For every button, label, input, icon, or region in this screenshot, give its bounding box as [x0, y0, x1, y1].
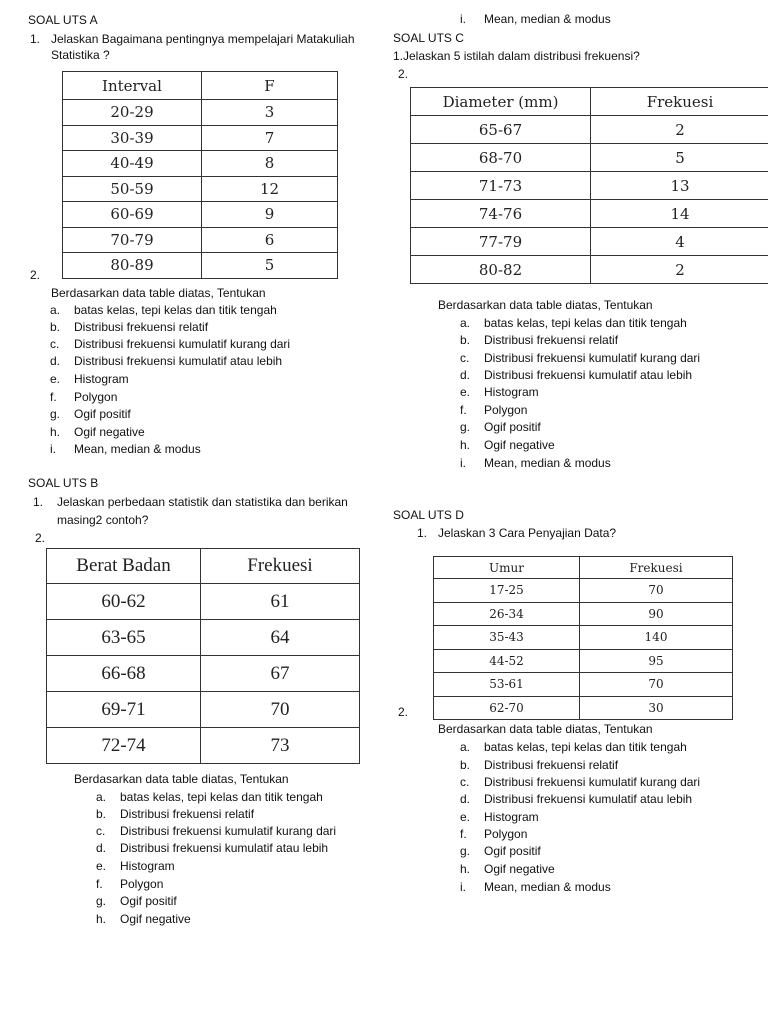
- table-cell-class: 60-62: [47, 584, 201, 620]
- table-cell-frequency: 14: [591, 200, 768, 228]
- task-item: [50, 371, 129, 387]
- task-item: [460, 843, 541, 859]
- table-cell-class: 53-61: [434, 673, 580, 697]
- task-item: [460, 332, 618, 348]
- table-cell-class: 50-59: [63, 176, 202, 202]
- task-text: Distribusi frekuensi relatif: [120, 807, 255, 821]
- task-item: [50, 389, 117, 405]
- table-cell-class: 44-52: [434, 649, 580, 673]
- task-marker: h.: [50, 425, 61, 439]
- heading-soal-c: SOAL UTS C: [393, 31, 464, 45]
- table-row: [411, 228, 768, 256]
- task-marker: i.: [460, 456, 466, 470]
- table-cell-frequency: 7: [202, 125, 338, 151]
- table-cell-frequency: 64: [201, 620, 360, 656]
- task-text: Histogram: [74, 372, 129, 386]
- table-row: [63, 100, 338, 126]
- table-cell-frequency: 9: [202, 202, 338, 228]
- task-marker: e.: [460, 385, 471, 399]
- task-marker: h.: [460, 862, 471, 876]
- task-item: [96, 823, 336, 839]
- task-text: batas kelas, tepi kelas dan titik tengah: [120, 790, 323, 804]
- task-item: [50, 336, 290, 352]
- task-item: [460, 11, 611, 27]
- table-cell-frequency: 90: [580, 602, 733, 626]
- c-instruction: Berdasarkan data table diatas, Tentukan: [438, 298, 653, 312]
- task-marker: d.: [460, 792, 471, 806]
- table-row: [63, 151, 338, 177]
- table-row: [63, 253, 338, 279]
- table-cell-class: 66-68: [47, 656, 201, 692]
- b-q1-text-cont: masing2 contoh?: [57, 513, 149, 527]
- table-cell-frequency: 67: [201, 656, 360, 692]
- task-item: [460, 739, 687, 755]
- table-row: [411, 200, 768, 228]
- task-text: Histogram: [120, 859, 175, 873]
- task-item: [96, 858, 175, 874]
- table-cell-class: 80-82: [411, 256, 591, 284]
- table-row: [63, 176, 338, 202]
- task-item: [50, 319, 208, 335]
- task-marker: a.: [460, 740, 471, 754]
- heading-soal-b: SOAL UTS B: [28, 476, 99, 490]
- table-row: [47, 728, 360, 764]
- table-row: [47, 584, 360, 620]
- task-marker: f.: [460, 827, 467, 841]
- a-q1-text: Jelaskan Bagaimana pentingnya mempelajari Matakuliah: [51, 32, 355, 46]
- table-cell-frequency: 8: [202, 151, 338, 177]
- table-cell-class: 69-71: [47, 692, 201, 728]
- d-q1-text: Jelaskan 3 Cara Penyajian Data?: [438, 526, 617, 540]
- task-marker: e.: [50, 372, 61, 386]
- task-text: Polygon: [484, 827, 528, 841]
- table-c-header-diameter: Diameter (mm): [411, 88, 591, 116]
- table-b-header-frekuesi: Frekuesi: [201, 549, 360, 584]
- task-text: Distribusi frekuensi kumulatif atau lebih: [74, 354, 283, 368]
- table-cell-class: 20-29: [63, 100, 202, 126]
- table-cell-class: 77-79: [411, 228, 591, 256]
- task-text: Mean, median & modus: [484, 456, 611, 470]
- table-cell-class: 30-39: [63, 125, 202, 151]
- table-cell-frequency: 3: [202, 100, 338, 126]
- table-cell-frequency: 70: [580, 673, 733, 697]
- task-text: batas kelas, tepi kelas dan titik tengah: [484, 316, 687, 330]
- table-cell-class: 62-70: [434, 696, 580, 720]
- table-row: [47, 692, 360, 728]
- table-d-header-frekuesi: Frekuesi: [580, 557, 733, 579]
- table-cell-frequency: 4: [591, 228, 768, 256]
- table-cell-class: 26-34: [434, 602, 580, 626]
- task-marker: i.: [50, 442, 56, 456]
- task-text: Ogif positif: [484, 420, 541, 434]
- task-item: [460, 455, 611, 471]
- table-c-header-frekuesi: Frekuesi: [591, 88, 768, 116]
- table-cell-class: 35-43: [434, 626, 580, 650]
- d-q1-number: 1.: [417, 526, 428, 540]
- b-instruction: Berdasarkan data table diatas, Tentukan: [74, 772, 289, 786]
- table-cell-class: 74-76: [411, 200, 591, 228]
- table-a-header-f: F: [202, 72, 338, 100]
- table-row: [434, 673, 733, 697]
- table-row: [411, 172, 768, 200]
- d-q2-number: 2.: [398, 705, 409, 719]
- task-item: [50, 353, 282, 369]
- task-marker: d.: [50, 354, 61, 368]
- task-text: Distribusi frekuensi relatif: [484, 333, 619, 347]
- task-text: Polygon: [120, 877, 164, 891]
- table-cell-class: 72-74: [47, 728, 201, 764]
- table-b-header-berat: Berat Badan: [47, 549, 201, 584]
- table-cell-frequency: 6: [202, 227, 338, 253]
- c-q1-text: 1.Jelaskan 5 istilah dalam distribusi frekuensi?: [393, 49, 640, 63]
- task-marker: b.: [50, 320, 61, 334]
- table-cell-class: 65-67: [411, 116, 591, 144]
- table-cell-frequency: 2: [591, 116, 768, 144]
- task-marker: a.: [96, 790, 107, 804]
- task-item: [96, 789, 323, 805]
- table-d-header-umur: Umur: [434, 557, 580, 579]
- task-text: Distribusi frekuensi kumulatif atau lebih: [120, 841, 329, 855]
- c-q2-number: 2.: [398, 67, 409, 81]
- task-marker: c.: [460, 775, 470, 789]
- table-cell-frequency: 5: [591, 144, 768, 172]
- task-item: [96, 893, 177, 909]
- a-q1-text-cont: Statistika ?: [51, 48, 110, 62]
- table-cell-class: 40-49: [63, 151, 202, 177]
- task-marker: i.: [460, 880, 466, 894]
- table-cell-frequency: 95: [580, 649, 733, 673]
- table-cell-class: 70-79: [63, 227, 202, 253]
- task-item: [460, 791, 692, 807]
- task-text: Distribusi frekuensi kumulatif kurang dari: [484, 775, 701, 789]
- task-text: Mean, median & modus: [484, 880, 611, 894]
- table-cell-class: 71-73: [411, 172, 591, 200]
- task-text: Ogif negative: [484, 438, 555, 452]
- table-cell-class: 80-89: [63, 253, 202, 279]
- task-marker: e.: [460, 810, 471, 824]
- task-text: Ogif negative: [74, 425, 145, 439]
- table-cell-frequency: 12: [202, 176, 338, 202]
- table-row: [63, 227, 338, 253]
- task-text: Distribusi frekuensi relatif: [484, 758, 619, 772]
- task-marker: a.: [460, 316, 471, 330]
- task-text: Ogif negative: [484, 862, 555, 876]
- table-cell-frequency: 70: [201, 692, 360, 728]
- task-marker: f.: [96, 877, 103, 891]
- task-item: [96, 840, 328, 856]
- task-item: [460, 879, 611, 895]
- table-cell-class: 17-25: [434, 579, 580, 603]
- task-text: Ogif positif: [120, 894, 177, 908]
- table-d: [433, 556, 733, 720]
- task-item: [460, 826, 527, 842]
- table-a: [62, 71, 338, 279]
- a-q2-number: 2.: [30, 268, 41, 282]
- task-item: [460, 809, 539, 825]
- task-text: Distribusi frekuensi kumulatif kurang dari: [120, 824, 337, 838]
- table-row: [411, 256, 768, 284]
- table-row: [411, 116, 768, 144]
- table-cell-frequency: 140: [580, 626, 733, 650]
- table-row: [47, 620, 360, 656]
- task-text: Histogram: [484, 810, 539, 824]
- task-item: [96, 911, 191, 927]
- task-text: Distribusi frekuensi relatif: [74, 320, 209, 334]
- task-text: Distribusi frekuensi kumulatif atau lebih: [484, 792, 693, 806]
- task-item: [460, 757, 618, 773]
- task-marker: d.: [460, 368, 471, 382]
- b-q1-text: Jelaskan perbedaan statistik dan statistika dan berikan: [57, 495, 348, 509]
- task-text: Polygon: [484, 403, 528, 417]
- heading-soal-d: SOAL UTS D: [393, 508, 464, 522]
- table-cell-frequency: 30: [580, 696, 733, 720]
- task-text: Histogram: [484, 385, 539, 399]
- task-marker: d.: [96, 841, 107, 855]
- task-item: [50, 302, 277, 318]
- table-row: [434, 626, 733, 650]
- task-text: Mean, median & modus: [74, 442, 201, 456]
- task-item: [460, 315, 687, 331]
- task-text: Ogif positif: [484, 844, 541, 858]
- task-marker: f.: [50, 390, 57, 404]
- task-item: [460, 350, 700, 366]
- table-cell-frequency: 73: [201, 728, 360, 764]
- task-marker: g.: [460, 420, 471, 434]
- task-marker: b.: [96, 807, 107, 821]
- task-item: [96, 876, 163, 892]
- task-text: Distribusi frekuensi kumulatif kurang dari: [74, 337, 291, 351]
- task-marker: c.: [50, 337, 60, 351]
- task-marker: i.: [460, 12, 466, 26]
- task-text: Ogif positif: [74, 407, 131, 421]
- task-marker: c.: [96, 824, 106, 838]
- task-item: [460, 437, 555, 453]
- task-item: [460, 861, 555, 877]
- table-cell-frequency: 13: [591, 172, 768, 200]
- d-instruction: Berdasarkan data table diatas, Tentukan: [438, 722, 653, 736]
- task-text: Mean, median & modus: [484, 12, 611, 26]
- task-item: [460, 367, 692, 383]
- task-marker: a.: [50, 303, 61, 317]
- task-item: [96, 806, 254, 822]
- task-marker: g.: [50, 407, 61, 421]
- table-cell-class: 68-70: [411, 144, 591, 172]
- table-c: [410, 87, 768, 284]
- task-marker: e.: [96, 859, 107, 873]
- task-text: Distribusi frekuensi kumulatif atau lebih: [484, 368, 693, 382]
- a-instruction: Berdasarkan data table diatas, Tentukan: [51, 286, 266, 300]
- table-b: [46, 548, 360, 764]
- task-item: [460, 419, 541, 435]
- table-row: [434, 579, 733, 603]
- task-marker: h.: [460, 438, 471, 452]
- task-text: Polygon: [74, 390, 118, 404]
- a-q1-number: 1.: [30, 32, 41, 46]
- task-marker: g.: [460, 844, 471, 858]
- task-marker: g.: [96, 894, 107, 908]
- table-row: [434, 696, 733, 720]
- task-marker: b.: [460, 333, 471, 347]
- table-cell-frequency: 61: [201, 584, 360, 620]
- table-row: [434, 649, 733, 673]
- task-item: [460, 774, 700, 790]
- table-cell-frequency: 70: [580, 579, 733, 603]
- task-marker: f.: [460, 403, 467, 417]
- task-marker: h.: [96, 912, 107, 926]
- table-cell-frequency: 2: [591, 256, 768, 284]
- table-row: [63, 125, 338, 151]
- task-item: [50, 441, 201, 457]
- task-text: Ogif negative: [120, 912, 191, 926]
- table-row: [434, 602, 733, 626]
- task-text: batas kelas, tepi kelas dan titik tengah: [74, 303, 277, 317]
- table-row: [411, 144, 768, 172]
- task-text: batas kelas, tepi kelas dan titik tengah: [484, 740, 687, 754]
- task-item: [460, 384, 539, 400]
- table-cell-class: 60-69: [63, 202, 202, 228]
- table-row: [47, 656, 360, 692]
- task-item: [460, 402, 527, 418]
- b-q2-number: 2.: [35, 531, 46, 545]
- task-item: [50, 424, 145, 440]
- task-marker: c.: [460, 351, 470, 365]
- table-cell-class: 63-65: [47, 620, 201, 656]
- table-row: [63, 202, 338, 228]
- task-marker: b.: [460, 758, 471, 772]
- table-cell-frequency: 5: [202, 253, 338, 279]
- table-a-header-interval: Interval: [63, 72, 202, 100]
- task-item: [50, 406, 131, 422]
- b-q1-number: 1.: [33, 495, 44, 509]
- heading-soal-a: SOAL UTS A: [28, 13, 98, 27]
- task-text: Distribusi frekuensi kumulatif kurang dari: [484, 351, 701, 365]
